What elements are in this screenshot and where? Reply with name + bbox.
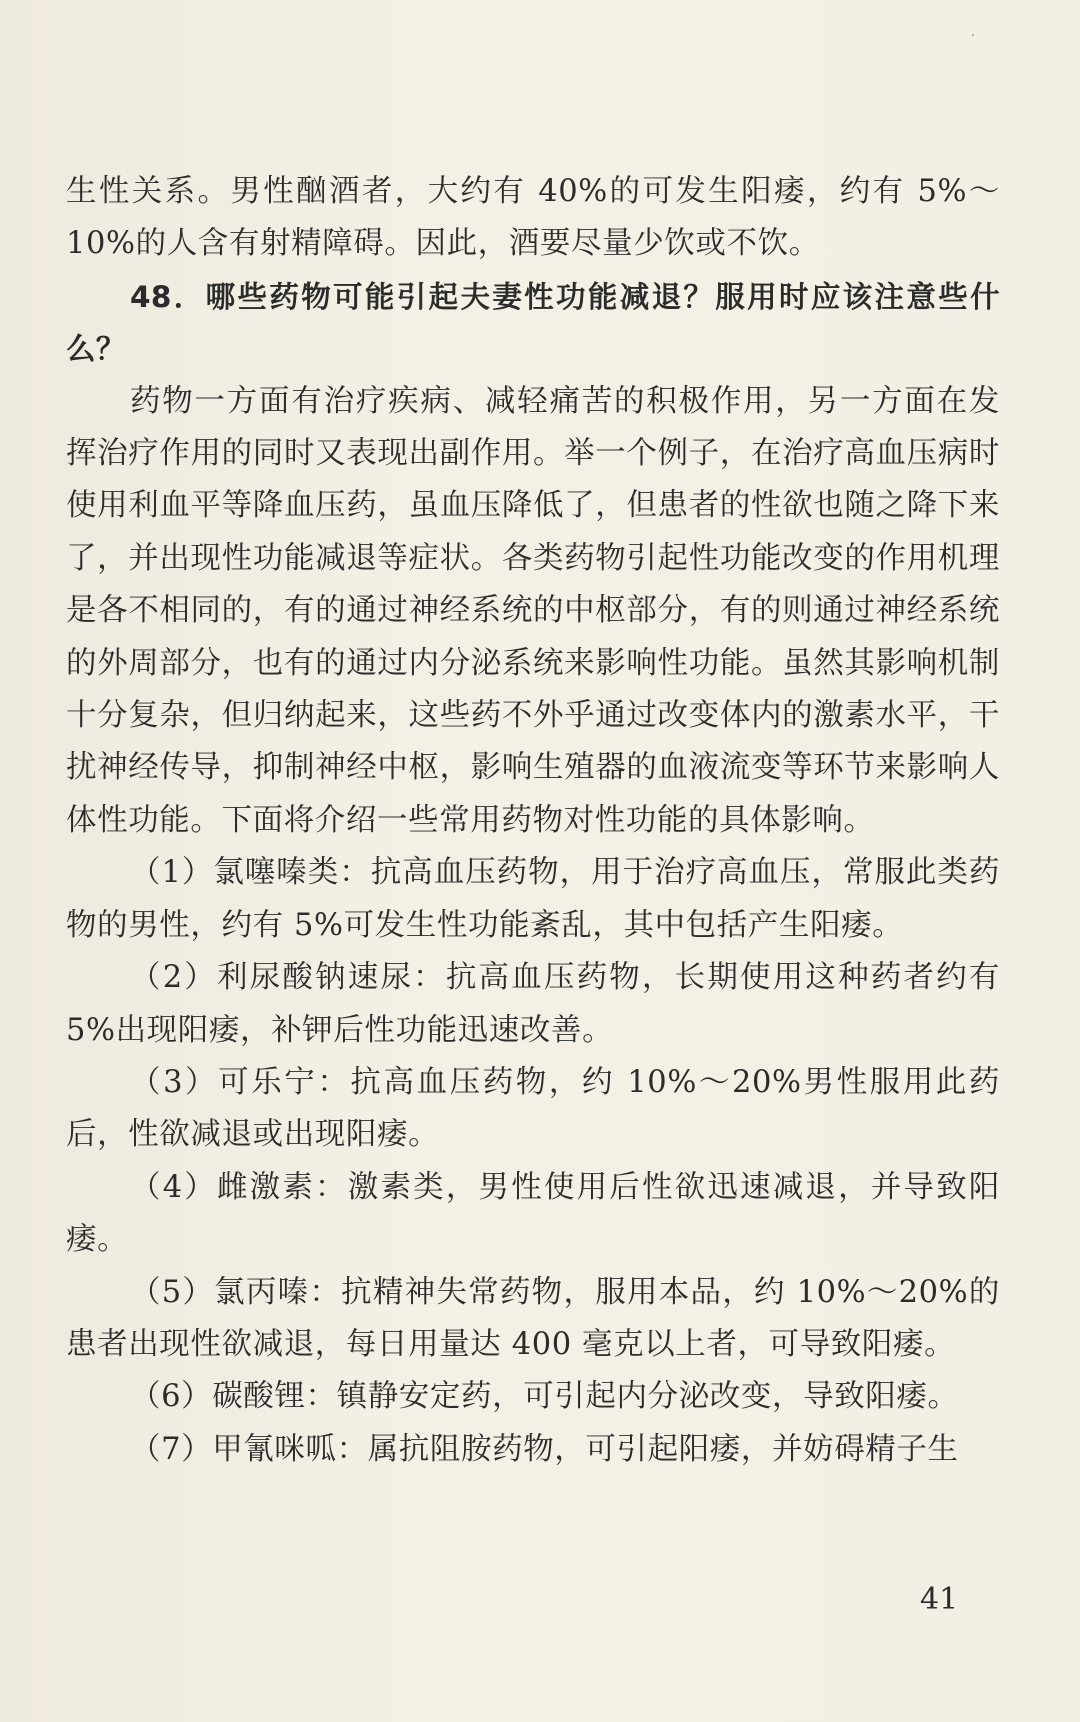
page-number: 41 [920, 1582, 959, 1617]
list-item-5: （5）氯丙嗪：抗精神失常药物，服用本品，约 10%～20%的患者出现性欲减退，每日用量达 400 毫克以上者，可导致阳痿。 [66, 1274, 1000, 1362]
page-body-text [66, 166, 1000, 1476]
list-item-6: （6）碳酸锂：镇静安定药，可引起内分泌改变，导致阳痿。 [130, 1379, 959, 1415]
section-heading-48: 48．哪些药物可能引起夫妻性功能减退？服用时应该注意些什么？ [66, 279, 1000, 367]
paper-speck [972, 34, 974, 36]
continuation-paragraph: 生性关系。男性酗酒者，大约有 40%的可发生阳痿，约有 5%～10%的人含有射精障碍。因此，酒要尽量少饮或不饮。 [66, 174, 1000, 262]
list-item-1: （1）氯噻嗪类：抗高血压药物，用于治疗高血压，常服此类药物的男性，约有 5%可发生性功能紊乱，其中包括产生阳痿。 [66, 855, 1000, 943]
intro-paragraph: 药物一方面有治疗疾病、减轻痛苦的积极作用，另一方面在发挥治疗作用的同时又表现出副作用。举一个例子，在治疗高血压病时使用利血平等降血压药，虽血压降低了，但患者的性欲也随之降下来了，并出现性功能减退等症状。各类药物引起性功能改变的作用机理是各不相同的，有的通过神经系统的中枢部分，有的则通过神经系统的外周部分，也有的通过内分泌系统来影响性功能。虽然其影响机制十分复杂，但归纳起来，这些药不外乎通过改变体内的激素水平，干扰神经传导，抑制神经中枢，影响生殖器的血液流变等环节来影响人体性功能。下面将介绍一些常用药物对性功能的具体影响。 [66, 383, 1000, 838]
list-item-7: （7）甲氰咪呱：属抗阻胺药物，可引起阳痿，并妨碍精子生 [130, 1431, 959, 1467]
list-item-4: （4）雌激素：激素类，男性使用后性欲迅速减退，并导致阳痿。 [66, 1169, 1000, 1258]
list-item-3: （3）可乐宁：抗高血压药物，约 10%～20%男性服用此药后，性欲减退或出现阳痿。 [66, 1064, 1000, 1153]
list-item-2: （2）利尿酸钠速尿：抗高血压药物，长期使用这种药者约有 5%出现阳痿，补钾后性功能迅速改善。 [66, 960, 1000, 1048]
